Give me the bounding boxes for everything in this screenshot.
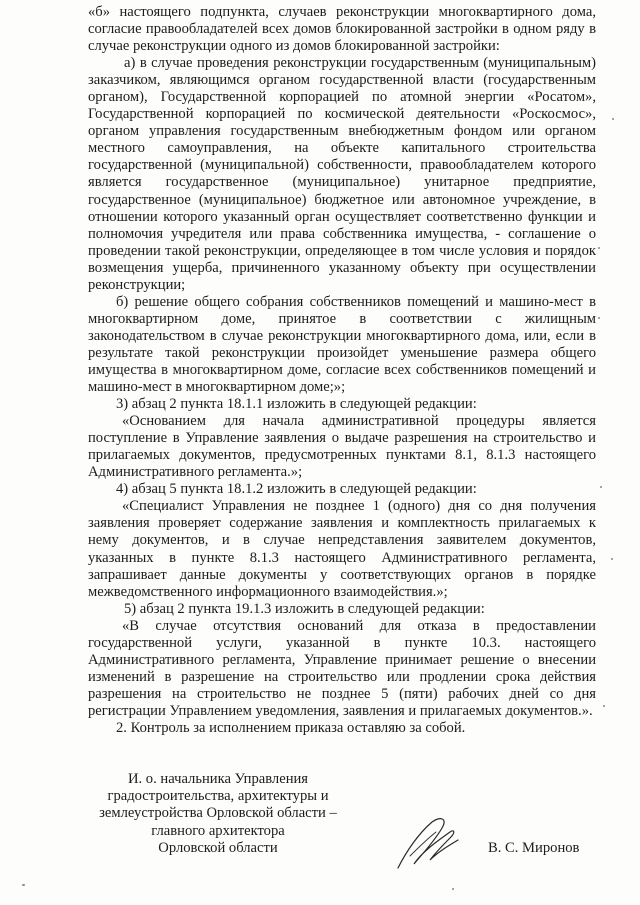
paragraph-quote-4: «Специалист Управления не позднее 1 (одного) дня со дня получения заявления проверяет содержание заявления и комплектность прилагаемых к нему документов, и в случае непредставления заявителем документов, указанных в пункте 8.1.3 настоящего Административного регламента, запрашивает данные документы у соответствующих органов в порядке межведомственного информационного взаимодействия.»; [88, 498, 596, 600]
paragraph-quote-3: «Основанием для начала административной процедуры является поступление в Управление заявления о выдаче разрешения на строительство и прилагаемых документов, предусмотренных пунктами 8.1, 8.1.3 настоящего Административного регламента.»; [88, 413, 596, 481]
scan-speck [600, 486, 602, 488]
paragraph-quote-5: «В случае отсутствия оснований для отказа в предоставлении государственной услуги, указанной в пункте 10.3. настоящего Административного регламента, Управление принимает решение о внесении изменений в разрешение на строительство или продлении срока действия разрешения на строительство не позднее 5 (пяти) рабочих дней со дня регистрации Управлением уведомления, заявления и прилагаемых документов.». [88, 617, 596, 719]
paragraph-control: 2. Контроль за исполнением приказа оставляю за собой. [116, 719, 466, 736]
scan-speck [598, 317, 600, 319]
paragraph-item-b: б) решение общего собрания собственников помещений и машино-мест в многоквартирном доме, принятое в соответствии с жилищным законодательством в случае реконструкции многоквартирного дома, или, если в результате такой реконструкции произойдет уменьшение размера общего имущества в многоквартирном доме, согласие всех собственников помещений и машино-мест в многоквартирном доме;»; [88, 293, 596, 396]
signatory-position-line: землеустройства Орловской области – [99, 805, 337, 822]
paragraph-amendment-3: 3) абзац 2 пункта 18.1.1 изложить в следующей редакции: [116, 396, 477, 413]
document-body [88, 4, 596, 737]
signatory-name: В. С. Миронов [488, 840, 580, 856]
scan-speck [611, 558, 613, 560]
signatory-position-line: градостроительства, архитектуры и [107, 788, 329, 805]
paragraph-intro: «б» настоящего подпункта, случаев реконструкции многоквартирного дома, согласие правообладателей всех домов блокированной застройки в одном ряду в случае реконструкции одного из домов блокированной застройки: [88, 4, 596, 55]
signatory-position-line: Орловской области [158, 839, 278, 856]
signatory-position [88, 771, 348, 857]
paragraph-item-a: а) в случае проведения реконструкции государственным (муниципальным) заказчиком, являющимся органом государственной власти (государственным органом), Государственной корпорацией по атомной энергии «Росатом», Государственной корпорацией по космической деятельности «Роскосмос», органом управления государственным внебюджетным фондом или органом местного самоуправления, на объекте капитального строительства государственной (муниципальной) собственности, правообладателем которого является государственное (муниципальное) унитарное предприятие, государственное (муниципальное) бюджетное или автономное учреждение, в отношении которого указанный орган осуществляет соответственно функции и полномочия учредителя или права собственника имущества, - соглашение о проведении такой реконструкции, определяющее в том числе условия и порядок возмещения ущерба, причиненного указанному объекту при осуществлении реконструкции; [88, 55, 596, 293]
signatory-position-line: И. о. начальника Управления [127, 771, 309, 787]
scan-speck [603, 705, 605, 707]
handwritten-signature [392, 812, 472, 874]
signatory-position-line: главного архитектора [151, 822, 285, 839]
scan-speck [452, 888, 454, 890]
paragraph-amendment-4: 4) абзац 5 пункта 18.1.2 изложить в следующей редакции: [116, 481, 477, 498]
paragraph-amendment-5: 5) абзац 2 пункта 19.1.3 изложить в следующей редакции: [124, 600, 485, 617]
scan-speck [612, 118, 614, 120]
scan-speck [22, 884, 25, 886]
scan-speck [598, 247, 600, 249]
